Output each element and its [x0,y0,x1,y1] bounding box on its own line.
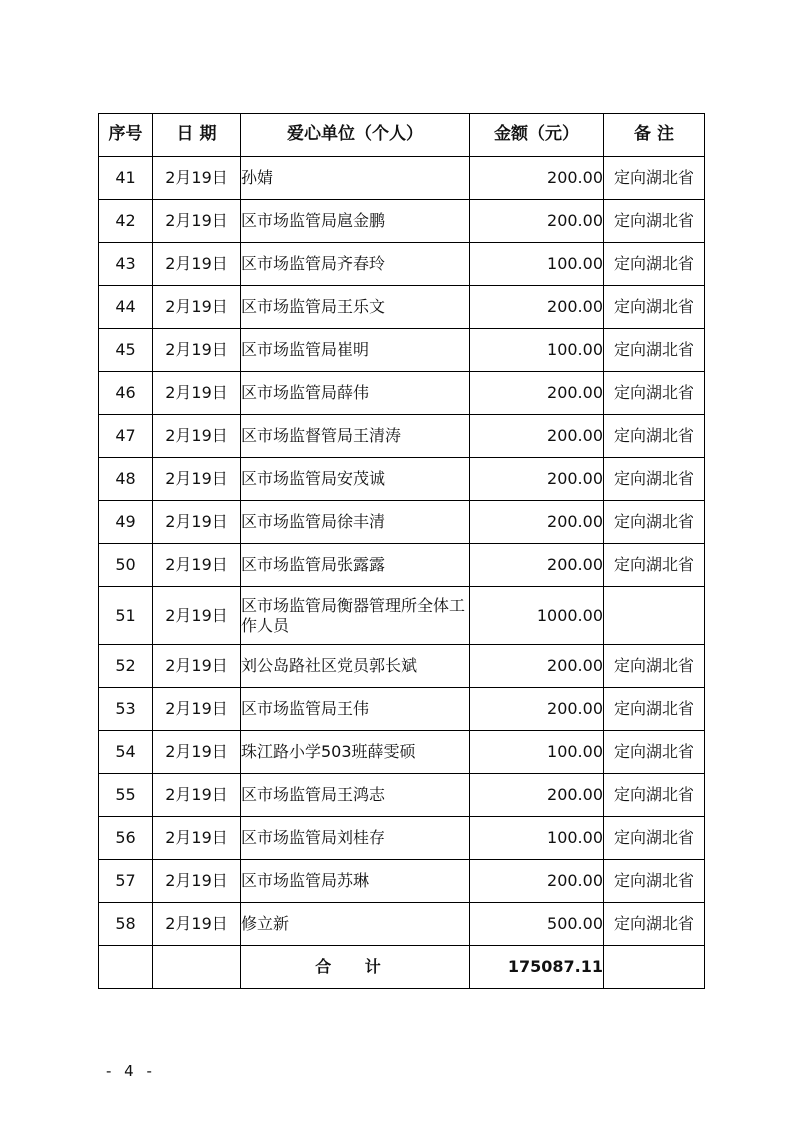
row-donor: 区市场监管局齐春玲 [241,243,470,286]
total-row [99,946,705,989]
row-serial: 51 [99,587,153,645]
row-date: 2月19日 [153,200,241,243]
table-row [99,903,705,946]
row-amount: 200.00 [470,544,604,587]
row-note: 定向湖北省 [604,243,705,286]
table-row [99,200,705,243]
table-body [99,157,705,946]
table-header [99,114,705,157]
row-note: 定向湖北省 [604,157,705,200]
row-note: 定向湖北省 [604,501,705,544]
table-row [99,372,705,415]
table-footer [99,946,705,989]
row-date: 2月19日 [153,415,241,458]
table-row [99,329,705,372]
row-serial: 54 [99,731,153,774]
row-amount: 200.00 [470,286,604,329]
row-date: 2月19日 [153,157,241,200]
row-note: 定向湖北省 [604,774,705,817]
row-serial: 46 [99,372,153,415]
table-row [99,458,705,501]
total-serial-cell [99,946,153,989]
table-row [99,243,705,286]
row-serial: 47 [99,415,153,458]
table-row [99,817,705,860]
header-amount: 金额（元） [470,114,604,157]
row-donor: 区市场监管局薛伟 [241,372,470,415]
row-amount: 200.00 [470,458,604,501]
total-note-cell [604,946,705,989]
row-note: 定向湖北省 [604,688,705,731]
row-note: 定向湖北省 [604,860,705,903]
row-serial: 58 [99,903,153,946]
table-row [99,645,705,688]
row-donor: 区市场监管局张露露 [241,544,470,587]
page-number: - 4 - [106,1062,156,1080]
table-row [99,286,705,329]
row-note: 定向湖北省 [604,372,705,415]
row-amount: 200.00 [470,200,604,243]
row-amount: 200.00 [470,372,604,415]
row-date: 2月19日 [153,731,241,774]
row-donor: 区市场监管局扈金鹏 [241,200,470,243]
row-serial: 45 [99,329,153,372]
row-donor: 修立新 [241,903,470,946]
row-date: 2月19日 [153,243,241,286]
table-row [99,501,705,544]
row-date: 2月19日 [153,817,241,860]
row-donor: 区市场监管局徐丰清 [241,501,470,544]
row-note: 定向湖北省 [604,329,705,372]
donation-table [98,113,705,989]
table-row [99,587,705,645]
row-date: 2月19日 [153,587,241,645]
row-serial: 50 [99,544,153,587]
row-donor: 孙婧 [241,157,470,200]
row-date: 2月19日 [153,860,241,903]
row-note: 定向湖北省 [604,645,705,688]
row-donor: 刘公岛路社区党员郭长斌 [241,645,470,688]
row-date: 2月19日 [153,544,241,587]
row-note: 定向湖北省 [604,544,705,587]
row-serial: 48 [99,458,153,501]
row-amount: 100.00 [470,329,604,372]
row-date: 2月19日 [153,645,241,688]
row-note [604,587,705,645]
row-serial: 44 [99,286,153,329]
row-amount: 500.00 [470,903,604,946]
row-amount: 200.00 [470,415,604,458]
row-note: 定向湖北省 [604,731,705,774]
row-date: 2月19日 [153,903,241,946]
row-serial: 41 [99,157,153,200]
row-amount: 100.00 [470,731,604,774]
header-row [99,114,705,157]
table-row [99,157,705,200]
row-donor: 区市场监管局王乐文 [241,286,470,329]
row-serial: 55 [99,774,153,817]
row-amount: 200.00 [470,157,604,200]
row-note: 定向湖北省 [604,415,705,458]
row-amount: 1000.00 [470,587,604,645]
row-amount: 200.00 [470,860,604,903]
row-donor: 区市场监管局崔明 [241,329,470,372]
row-amount: 200.00 [470,774,604,817]
row-amount: 200.00 [470,688,604,731]
row-date: 2月19日 [153,286,241,329]
row-serial: 42 [99,200,153,243]
row-donor: 区市场监管局王鸿志 [241,774,470,817]
row-donor: 区市场监管局王伟 [241,688,470,731]
row-date: 2月19日 [153,458,241,501]
row-serial: 56 [99,817,153,860]
table-row [99,544,705,587]
row-date: 2月19日 [153,774,241,817]
table-row [99,415,705,458]
row-donor: 区市场监管局安茂诚 [241,458,470,501]
total-amount: 175087.11 [470,946,604,989]
row-serial: 43 [99,243,153,286]
table-row [99,774,705,817]
row-amount: 200.00 [470,645,604,688]
total-date-cell [153,946,241,989]
row-note: 定向湖北省 [604,817,705,860]
row-note: 定向湖北省 [604,286,705,329]
row-note: 定向湖北省 [604,200,705,243]
row-amount: 200.00 [470,501,604,544]
row-date: 2月19日 [153,688,241,731]
header-serial: 序号 [99,114,153,157]
row-donor: 区市场监管局苏琳 [241,860,470,903]
row-serial: 49 [99,501,153,544]
row-note: 定向湖北省 [604,903,705,946]
row-date: 2月19日 [153,329,241,372]
row-donor: 珠江路小学503班薛雯硕 [241,731,470,774]
header-date: 日 期 [153,114,241,157]
row-serial: 53 [99,688,153,731]
table-row [99,731,705,774]
row-amount: 100.00 [470,817,604,860]
row-donor: 区市场监管局衡器管理所全体工作人员 [241,587,470,645]
row-serial: 52 [99,645,153,688]
table-row [99,688,705,731]
table-row [99,860,705,903]
row-date: 2月19日 [153,372,241,415]
row-note: 定向湖北省 [604,458,705,501]
row-date: 2月19日 [153,501,241,544]
header-donor: 爱心单位（个人） [241,114,470,157]
row-serial: 57 [99,860,153,903]
row-amount: 100.00 [470,243,604,286]
header-note: 备 注 [604,114,705,157]
row-donor: 区市场监管局刘桂存 [241,817,470,860]
total-label: 合 计 [241,946,470,989]
row-donor: 区市场监督管局王清涛 [241,415,470,458]
